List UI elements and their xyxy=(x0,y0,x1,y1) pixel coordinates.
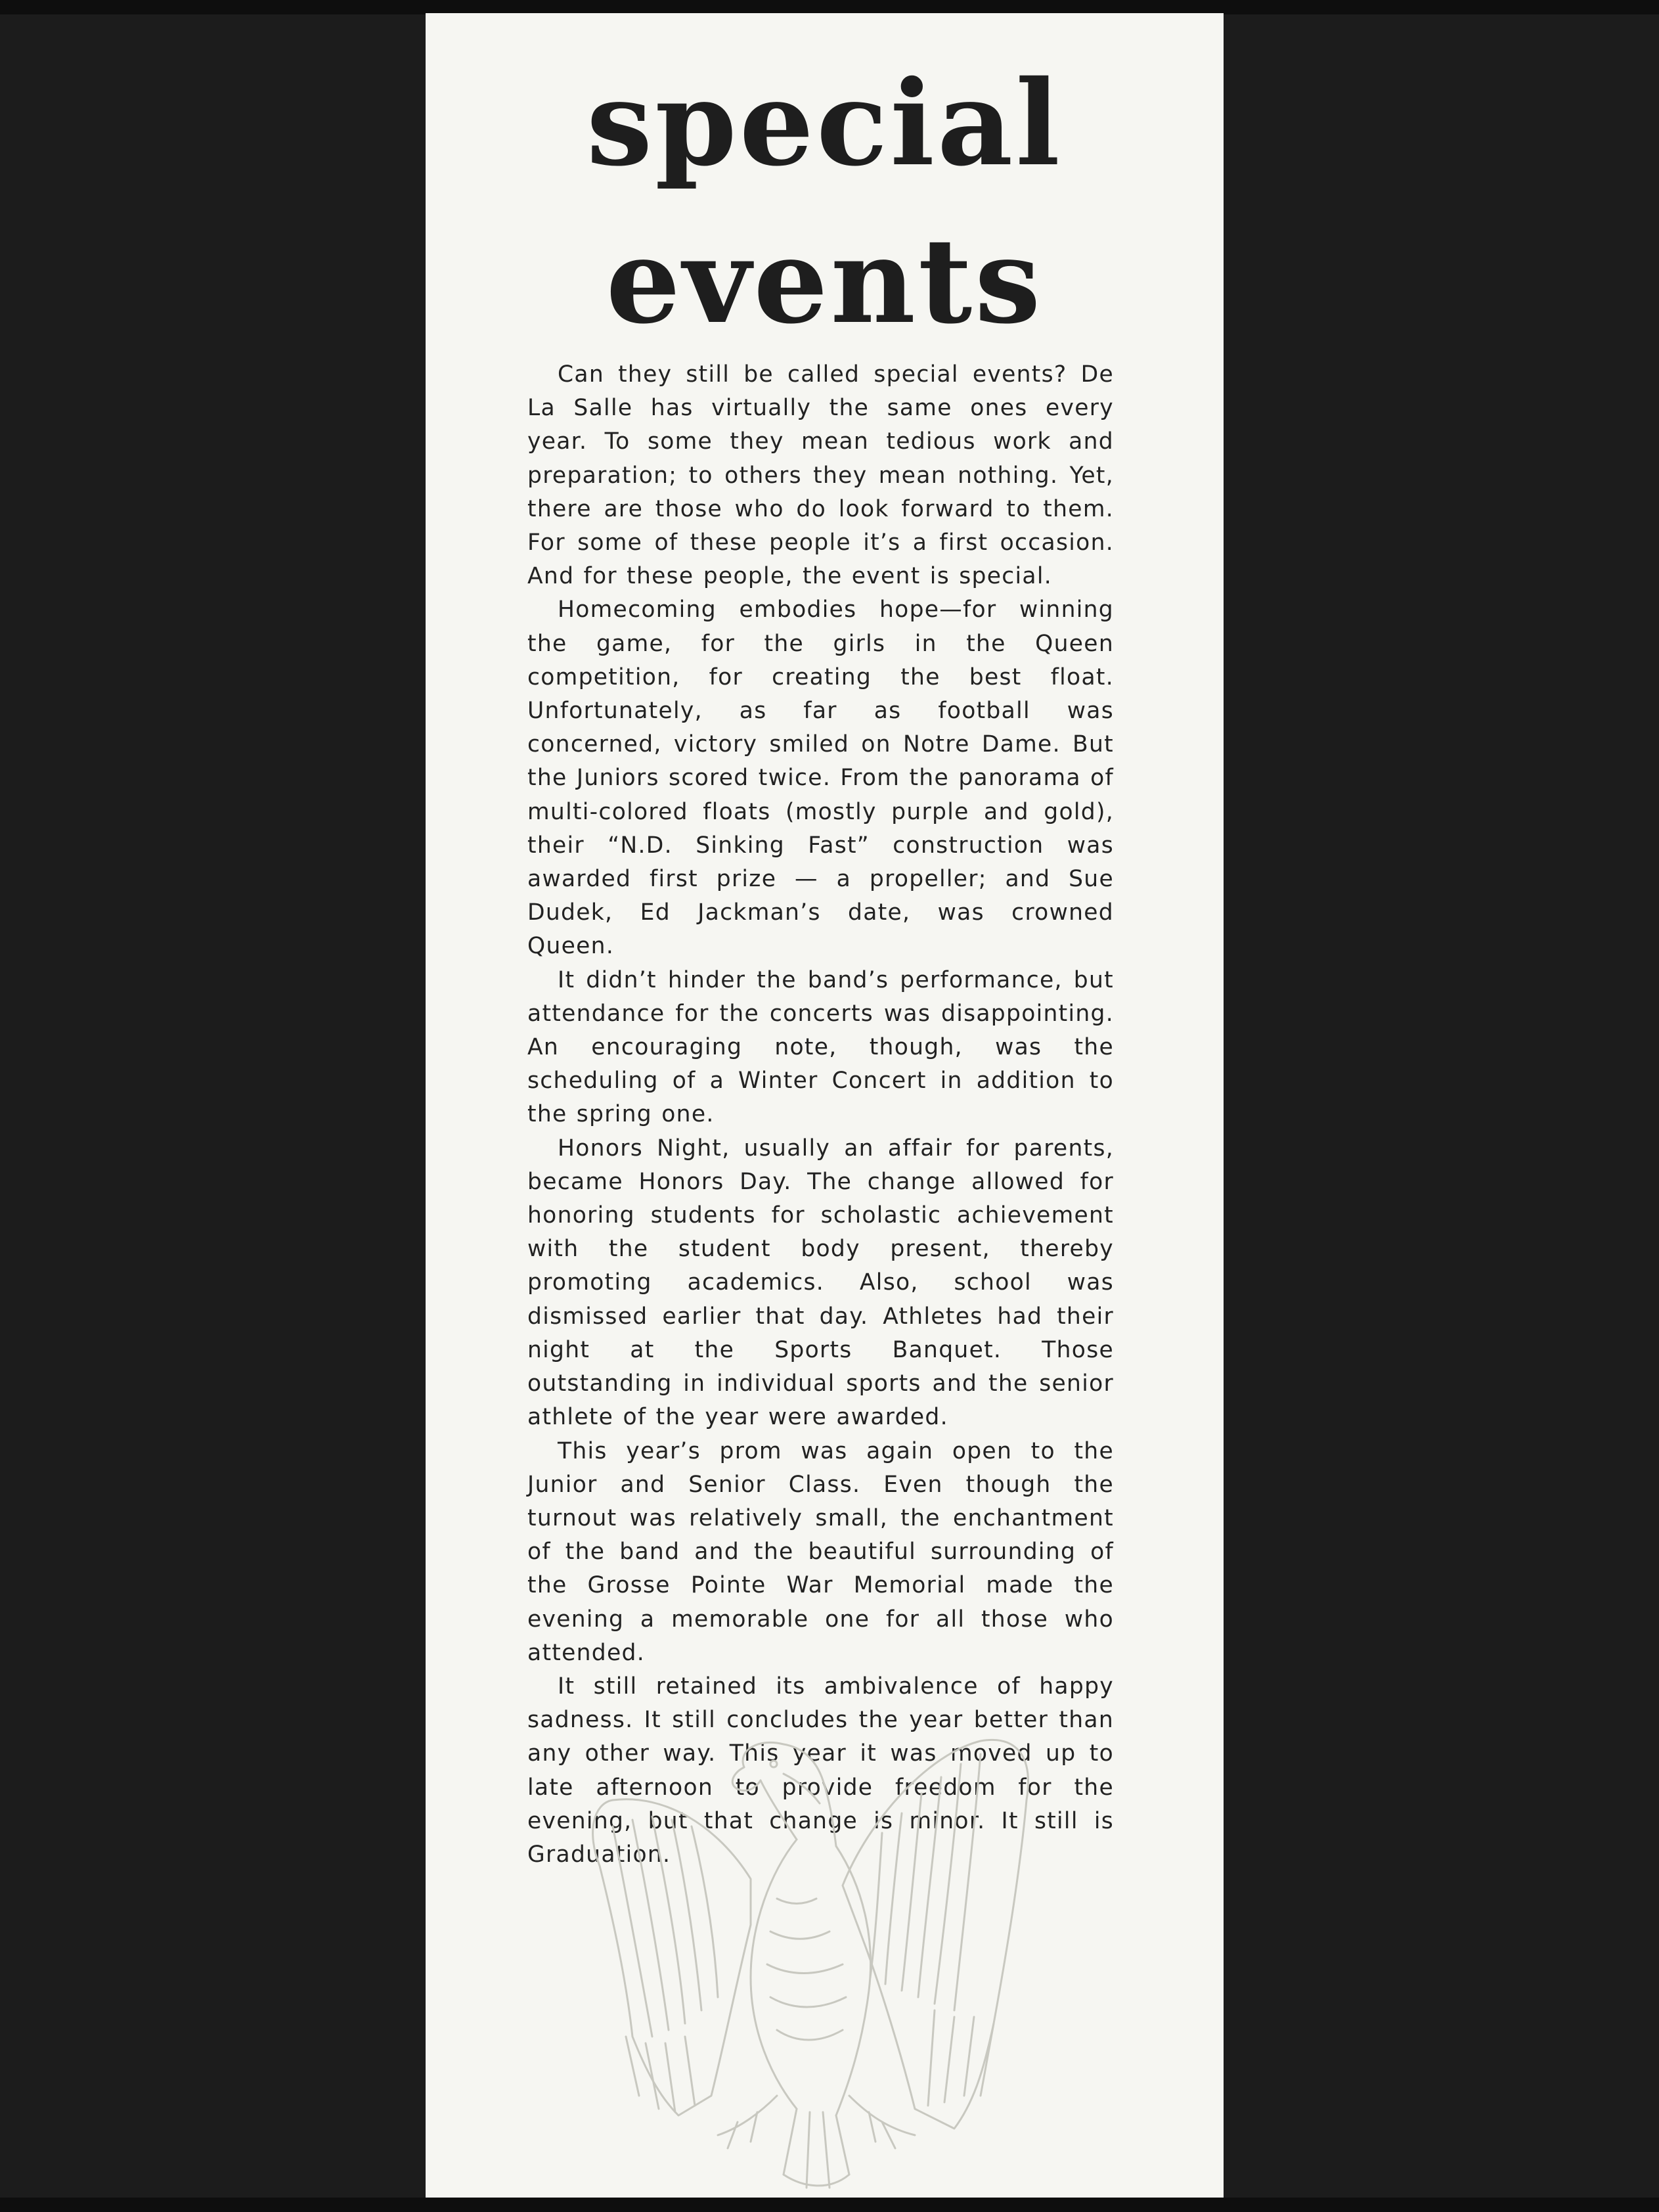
document-page xyxy=(426,13,1224,2198)
title-line-1: special xyxy=(586,55,1063,192)
paragraph-intro: Can they still be called special events? De La Salle has virtually the same ones every year. To some they mean tedious work and preparation; to others they mean nothing. Yet, there are those who do look forward to them. For some of these people it’s a first occasion. And for these people, the event is special. xyxy=(527,361,1114,590)
paragraph-honors: Honors Night, usually an affair for parents, became Honors Day. The change allowed for honoring students for scholastic achievement with the student body present, thereby promoting academics. Also, school was dismissed earlier that day. Athletes had their night at the Sports Banquet. Those outstanding in individual sports and the senior athlete of the year were awarded. xyxy=(527,1135,1114,1431)
eagle-emblem-icon xyxy=(586,1728,1033,2194)
scan-top-edge xyxy=(0,0,1659,14)
paragraph-prom: This year’s prom was again open to the Junior and Senior Class. Even though the turnout was relatively small, the enchantment of the band and the beautiful surrounding of the Grosse Pointe War Memorial made the evening a memorable one for all those who attended. xyxy=(527,1437,1114,1666)
page-title xyxy=(426,45,1224,360)
title-line-2: events xyxy=(606,212,1044,350)
scan-bottom-edge xyxy=(0,2198,1659,2212)
article-body xyxy=(527,358,1114,1872)
paragraph-graduation: It still retained its ambivalence of happy sadness. It still concludes the year better than any other way. This year it was moved up to late afternoon to provide freedom for the evening, but that change is minor. It still is Graduation. xyxy=(527,1673,1114,1868)
paragraph-homecoming: Homecoming embodies hope—for winning the game, for the girls in the Queen competition, for creating the best float. Unfortunately, as far as football was concerned, victory smiled on Notre Dame. But the Juniors scored twice. From the panorama of multi-colored floats (mostly purple and gold), their “N.D. Sinking Fast” construction was awarded first prize — a propeller; and Sue Dudek, Ed Jackman’s date, was crowned Queen. xyxy=(527,597,1114,960)
paragraph-concerts: It didn’t hinder the band’s performance, but attendance for the concerts was disappointing. An encouraging note, though, was the scheduling of a Winter Concert in addition to the spring one. xyxy=(527,966,1114,1128)
